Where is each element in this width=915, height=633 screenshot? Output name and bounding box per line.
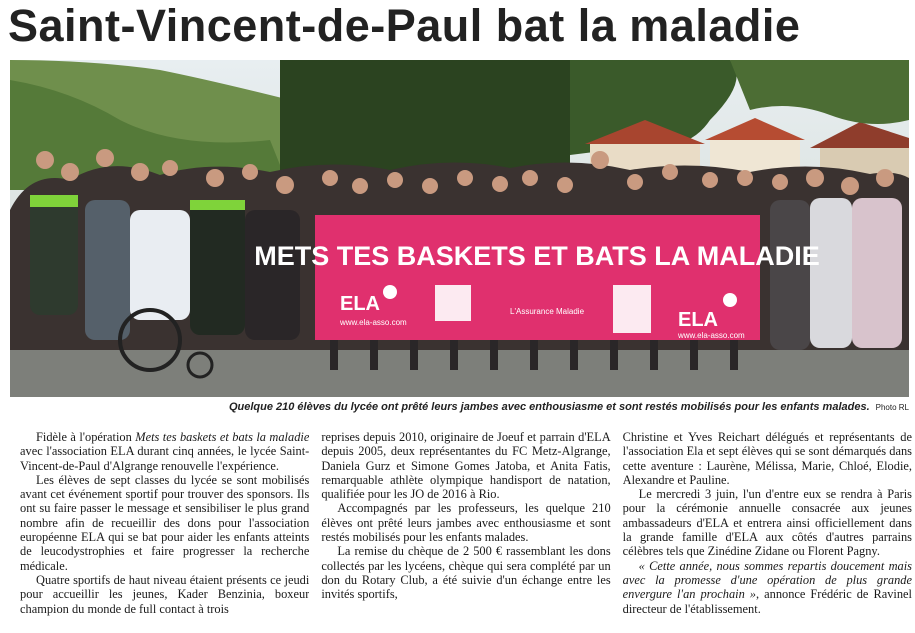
caption-text: Quelque 210 élèves du lycée ont prêté leurs jambes avec enthousiasme et sont restés mobilisés pour les enfants malades. — [228, 401, 870, 413]
article-column-1 — [20, 430, 309, 630]
photo-credit: Photo RL — [875, 403, 909, 412]
sun-icon — [723, 293, 737, 307]
paragraph: Fidèle à l'opération Mets tes baskets et bats la maladie avec l'association ELA durant cinq années, le lycée Saint-Vincent-de-Paul d'Algrange renouvelle l'expérience. — [20, 430, 310, 473]
article-column-2 — [321, 430, 610, 630]
prefecture-logo-icon — [613, 285, 651, 333]
banner-logo-right: ELA — [678, 309, 718, 331]
article-headline: Saint-Vincent-de-Paul bat la maladie — [8, 0, 801, 51]
operation-name: Mets tes baskets et bats la maladie — [135, 430, 310, 444]
banner-sponsor: L'Assurance Maladie — [510, 307, 585, 316]
banner-slogan: METS TES BASKETS ET BATS LA MALADIE — [254, 241, 820, 271]
paragraph: reprises depuis 2010, originaire de Joeuf et parrain d'ELA depuis 2005, deux représentantes du FC Metz-Algrange, Daniela Gurz et Simone Gomes Jatoba, et Anita Fatis, remarquable athlète olympique handisport de natation, qualifiée pour les JO de 2016 à Rio. — [321, 430, 611, 502]
paragraph: « Cette année, nous sommes repartis doucement mais avec la promesse d'une opération de plus grande envergure l'an prochain », annonce Frédéric de Ravinel directeur de l'établissement. — [622, 558, 912, 616]
paragraph: La remise du chèque de 2 500 € rassemblant les dons collectés par les lycéens, chèque qui sera complété par un don du Rotary Club, a été suivie d'un échange entre les invités sportifs, — [321, 544, 611, 602]
paragraph: Le mercredi 3 juin, l'un d'entre eux se rendra à Paris pour la cérémonie annuelle consacrée aux jeunes ambassadeurs d'ELA et entrera ainsi officiellement dans la grande famille d'ELA aux côtés d'autres parrains célèbres tels que Zinédine Zidane ou Florent Pagny. — [622, 487, 912, 559]
photo-caption — [10, 401, 909, 419]
paragraph: Accompagnés par les professeurs, les quelque 210 élèves ont prêté leurs jambes avec enthousiasme et sont restés mobilisés pour les enfants malades. — [321, 501, 611, 545]
article-body — [20, 430, 912, 630]
paragraph: Christine et Yves Reichart délégués et représentants de l'association Ela et sept élèves qui se sont démarqués dans cette aventure : Laurène, Mélissa, Marie, Chloé, Elodie, Alexandre et Pauline. — [622, 430, 912, 487]
article-column-3 — [623, 430, 912, 630]
paragraph: Les élèves de sept classes du lycée se sont mobilisés avant cet événement sportif pour trouver des sponsors. Ils ont su faire passer le message et sensibiliser le plus grand nombre afin de recueillir des dons pour l'association européenne ELA qui se bat pour aider les enfants atteints de leucodystrophies et faire progresser la recherche médicale. — [20, 472, 310, 573]
sun-icon — [383, 285, 397, 299]
ministry-logo-icon — [435, 285, 471, 321]
director-quote: « Cette année, nous sommes repartis doucement mais avec la promesse d'une opération de plus grande envergure l'an prochain » — [622, 558, 912, 602]
banner-url-left: www.ela-asso.com — [340, 318, 407, 327]
photo-illustration — [10, 60, 909, 397]
banner-logo-left: ELA — [340, 293, 380, 315]
group-photo — [10, 60, 909, 397]
paragraph: Quatre sportifs de haut niveau étaient présents ce jeudi pour accueillir les jeunes, Kader Benzinia, boxeur champion du monde de full contact à trois — [20, 572, 310, 616]
banner-url-right: www.ela-asso.com — [678, 331, 745, 340]
